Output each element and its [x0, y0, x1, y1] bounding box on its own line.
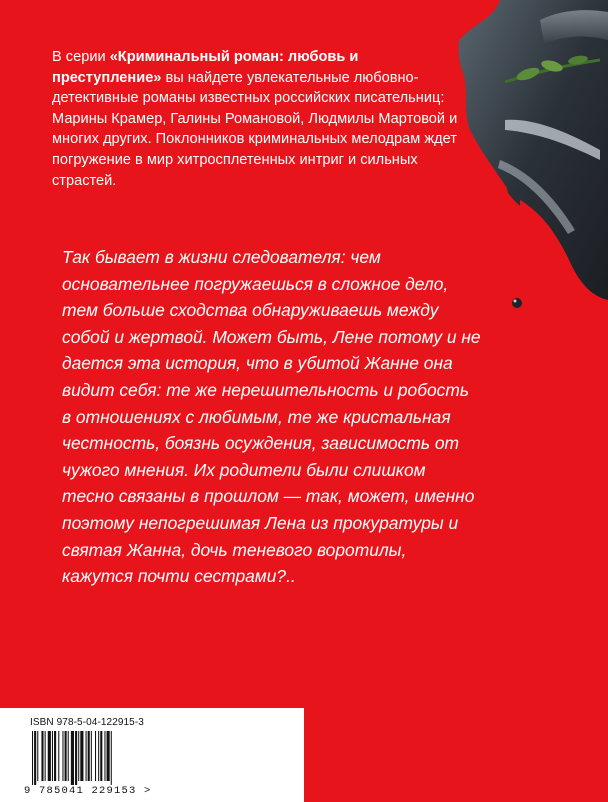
barcode-bar — [88, 731, 90, 781]
story-annotation — [62, 244, 482, 590]
barcode-bar — [111, 731, 112, 785]
barcode-image — [30, 731, 142, 785]
barcode-bar — [80, 731, 83, 781]
barcode-bar — [52, 731, 53, 781]
barcode-bar — [78, 731, 79, 781]
barcode-bar — [58, 731, 59, 781]
barcode-panel — [0, 708, 304, 802]
barcode-bar — [68, 731, 69, 781]
barcode-bar — [54, 731, 56, 781]
barcode-bar — [104, 731, 105, 781]
barcode-bar — [45, 731, 46, 781]
barcode-bar — [71, 731, 74, 785]
barcode-bar — [48, 731, 51, 781]
barcode-bar — [34, 731, 36, 785]
series-name: «Криминальный роман: любовь и преступление» — [52, 49, 359, 86]
barcode-bar — [32, 731, 33, 785]
series-description — [52, 47, 462, 191]
barcode-bar — [62, 731, 63, 781]
barcode-bar — [37, 731, 38, 781]
barcode-bar — [91, 731, 92, 781]
story-text: Так бывает в жизни следователя: чем основательнее погружаешься в сложное дело, тем больше сходства обнаруживаешь между собой и жертвой. Может быть, Лене потому и не дается эта история, что в убитой Жанне она видит себя: те же нерешительность и робость в отношениях с любимым, те же кристальная честность, боязнь осуждения, зависимость от чужого мнения. Их родители были слишком тесно связаны в прошлом — так, может, именно поэтому непогрешимая Лена из прокуратуры и святая Жанна, дочь теневого воротилы, кажутся почти сестрами?.. — [62, 247, 481, 587]
barcode-bar — [98, 731, 99, 781]
barcode-digits: 9 785041 229153 > — [24, 785, 152, 797]
isbn-number: ISBN 978-5-04-122915-3 — [30, 717, 144, 728]
series-rest: вы найдете увлекательные любовно-детективные романы известных российских писательниц: Марины Крамер, Галины Романовой, Людмилы Мартовой и многих других. Поклонников криминальных мелодрам ждет погружение в мир хитросплетенных интриг и сильных страстей. — [52, 69, 458, 189]
barcode-bar — [107, 731, 110, 781]
barcode-bar — [75, 731, 77, 785]
series-intro: В серии — [52, 49, 110, 65]
barcode-bar — [86, 731, 87, 781]
barcode-bar — [41, 731, 43, 781]
barcode-bar — [65, 731, 67, 781]
barcode-bar — [95, 731, 96, 781]
barcode-bar — [100, 731, 102, 781]
